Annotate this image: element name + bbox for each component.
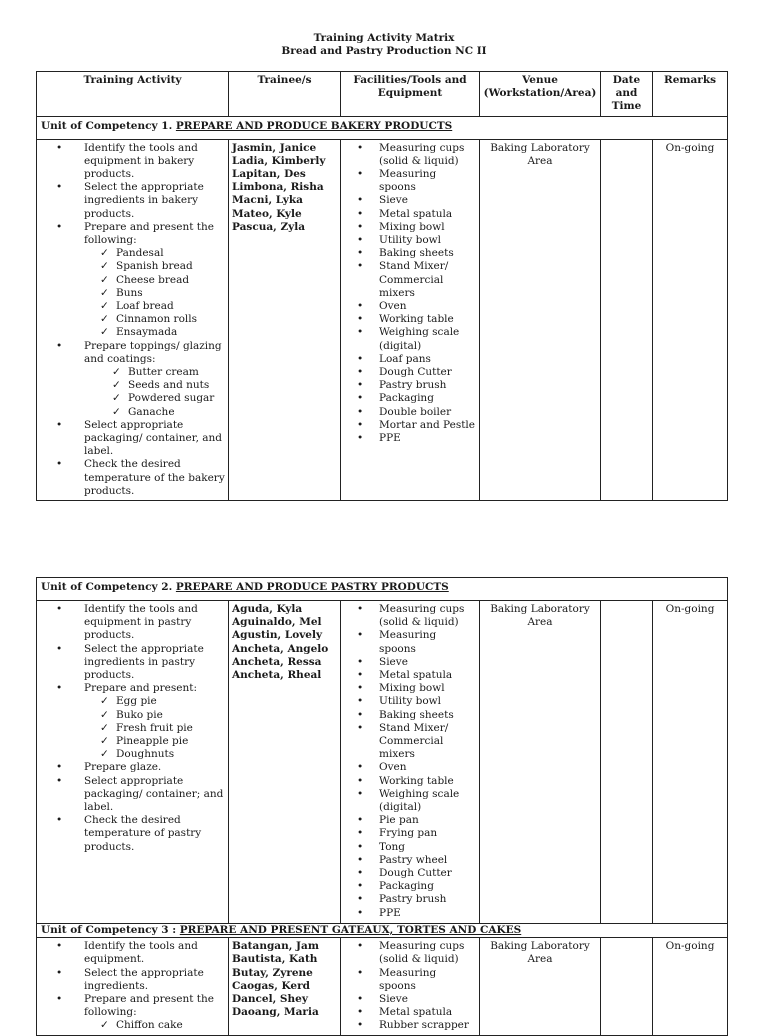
- trainee-name: Caogas, Kerd: [232, 979, 310, 992]
- unit-3-title: PREPARE AND PRESENT GATEAUX, TORTES AND CAKES: [179, 924, 522, 936]
- tool-item: • Measuring spoons: [379, 168, 476, 194]
- activity-item: • Select the appropriate ingredients in pastry products.: [84, 643, 225, 683]
- tool-item: • Packaging: [379, 392, 476, 405]
- unit-3-prefix: Unit of Competency 3 :: [41, 924, 180, 936]
- trainee-name: Lapitan, Des: [232, 168, 306, 181]
- tool-item: • Tong: [379, 841, 476, 854]
- tool-item: • Measuring spoons: [379, 629, 476, 655]
- tool-item: • Pastry wheel: [379, 854, 476, 867]
- check-item: ✓ Pandesal: [116, 247, 225, 260]
- unit-1-trainees: [229, 139, 341, 500]
- unit-1-activities: [37, 139, 229, 500]
- tool-item: • Utility bowl: [379, 695, 476, 708]
- check-item: ✓ Doughnuts: [116, 748, 225, 761]
- check-item: ✓ Chiffon cake: [116, 1019, 225, 1032]
- tool-item: • Packaging: [379, 880, 476, 893]
- tool-item: • Metal spatula: [379, 208, 476, 221]
- tool-item: • Measuring cups (solid & liquid): [379, 142, 476, 168]
- unit-2-trainees: [229, 601, 341, 924]
- unit-2-content-row: [37, 601, 728, 924]
- unit-3-heading-row: [37, 924, 728, 938]
- tool-item: • Weighing scale (digital): [379, 326, 476, 352]
- col-date-time: Date and Time: [601, 72, 653, 117]
- trainee-name: Ladia, Kimberly: [232, 154, 326, 167]
- trainee-name: Jasmin, Janice: [232, 141, 317, 154]
- tool-item: • Stand Mixer/ Commercial mixers: [379, 260, 476, 300]
- unit-2-title: PREPARE AND PRODUCE PASTRY PRODUCTS: [175, 581, 449, 593]
- check-item: ✓ Pineapple pie: [116, 735, 225, 748]
- doc-title: Training Activity Matrix: [313, 32, 455, 44]
- trainee-name: Ancheta, Ressa: [232, 655, 322, 668]
- activity-item: • Select the appropriate ingredients.: [84, 967, 225, 993]
- unit-3-tools: [341, 938, 480, 1035]
- tool-item: • Mortar and Pestle: [379, 419, 476, 432]
- tool-item: • Baking sheets: [379, 247, 476, 260]
- tool-item: • Utility bowl: [379, 234, 476, 247]
- unit-1-date: [601, 139, 653, 500]
- tool-item: • Measuring cups (solid & liquid): [379, 603, 476, 629]
- tool-item: • Measuring spoons: [379, 967, 476, 993]
- header-row: [37, 72, 728, 117]
- activity-item: • Prepare and present the following: ✓ Chiffon cake: [84, 993, 225, 1033]
- tool-item: • Dough Cutter: [379, 366, 476, 379]
- tool-item: • Pastry brush: [379, 379, 476, 392]
- doc-subtitle: Bread and Pastry Production NC II: [281, 45, 487, 57]
- tool-item: • Mixing bowl: [379, 221, 476, 234]
- unit-2-heading-row: [37, 578, 728, 601]
- activity-item: • Check the desired temperature of pastry products.: [84, 814, 225, 854]
- tool-item: • Double boiler: [379, 406, 476, 419]
- trainee-name: Ancheta, Rheal: [232, 669, 322, 682]
- check-item: ✓ Buko pie: [116, 709, 225, 722]
- trainee-name: Butay, Zyrene: [232, 966, 313, 979]
- check-item: ✓ Buns: [116, 287, 225, 300]
- activity-matrix-table-1: [36, 71, 728, 501]
- unit-1-venue: Baking Laboratory Area: [480, 139, 601, 500]
- trainee-name: Limbona, Risha: [232, 181, 324, 194]
- unit-1-tools: [341, 139, 480, 500]
- tool-item: • Frying pan: [379, 827, 476, 840]
- tool-item: • Oven: [379, 300, 476, 313]
- tool-item: • Baking sheets: [379, 709, 476, 722]
- tool-item: • Sieve: [379, 194, 476, 207]
- tool-item: • Metal spatula: [379, 1006, 476, 1019]
- trainee-name: Bautista, Kath: [232, 953, 318, 966]
- activity-item: • Select the appropriate ingredients in bakery products.: [84, 181, 225, 221]
- check-item: ✓ Fresh fruit pie: [116, 722, 225, 735]
- tool-item: • Rubber scrapper: [379, 1019, 476, 1032]
- check-item: ✓ Seeds and nuts: [128, 379, 225, 392]
- activity-item: • Check the desired temperature of the bakery products.: [84, 458, 225, 498]
- unit-2-date: [601, 601, 653, 924]
- col-trainees: Trainee/s: [229, 72, 341, 117]
- check-item: ✓ Spanish bread: [116, 260, 225, 273]
- check-item: ✓ Cinnamon rolls: [116, 313, 225, 326]
- unit-2-activities: [37, 601, 229, 924]
- unit-3-trainees: [229, 938, 341, 1035]
- tool-item: • Mixing bowl: [379, 682, 476, 695]
- tool-item: • Working table: [379, 775, 476, 788]
- tool-item: • Metal spatula: [379, 669, 476, 682]
- tool-item: • Loaf pans: [379, 353, 476, 366]
- activity-matrix-table-2: [36, 577, 728, 1036]
- unit-1-remarks: On-going: [653, 139, 728, 500]
- col-training-activity: Training Activity: [37, 72, 229, 117]
- unit-2-tools: [341, 601, 480, 924]
- tool-item: • Sieve: [379, 656, 476, 669]
- tool-item: • Oven: [379, 761, 476, 774]
- unit-2-venue: Baking Laboratory Area: [480, 601, 601, 924]
- unit-1-heading-row: [37, 116, 728, 139]
- trainee-name: Agustin, Lovely: [232, 629, 323, 642]
- check-item: ✓ Butter cream: [128, 366, 225, 379]
- unit-3-activities: [37, 938, 229, 1035]
- activity-item: • Select appropriate packaging/ container, and label.: [84, 419, 225, 459]
- unit-3-content-row: [37, 938, 728, 1035]
- unit-3-date: [601, 938, 653, 1035]
- col-facilities: Facilities/Tools and Equipment: [341, 72, 480, 117]
- tool-item: • Working table: [379, 313, 476, 326]
- unit-3-venue: Baking Laboratory Area: [480, 938, 601, 1035]
- check-item: ✓ Ensaymada: [116, 326, 225, 339]
- check-item: ✓ Egg pie: [116, 695, 225, 708]
- tool-item: • Pie pan: [379, 814, 476, 827]
- col-venue: Venue (Workstation/Area): [480, 72, 601, 117]
- unit-3-remarks: On-going: [653, 938, 728, 1035]
- tool-item: • Weighing scale (digital): [379, 788, 476, 814]
- trainee-name: Aguinaldo, Mel: [232, 616, 322, 629]
- unit-1-prefix: Unit of Competency 1.: [41, 119, 176, 132]
- activity-item: • Identify the tools and equipment in bakery products.: [84, 142, 225, 182]
- activity-item: • Prepare toppings/ glazing and coatings: ✓ Butter cream ✓ Seeds and nuts ✓ Powdered sugar ✓ Ganache: [84, 340, 225, 419]
- trainee-name: Dancel, Shey: [232, 993, 308, 1006]
- tool-item: • PPE: [379, 432, 476, 445]
- tool-item: • Measuring cups (solid & liquid): [379, 940, 476, 966]
- activity-item: • Prepare and present: ✓ Egg pie ✓ Buko pie ✓ Fresh fruit pie ✓ Pineapple pie ✓ Doughnuts: [84, 682, 225, 761]
- check-item: ✓ Powdered sugar: [128, 392, 225, 405]
- check-item: ✓ Loaf bread: [116, 300, 225, 313]
- activity-item: • Identify the tools and equipment in pastry products.: [84, 603, 225, 643]
- tool-item: • Dough Cutter: [379, 867, 476, 880]
- unit-1-content-row: [37, 139, 728, 500]
- tool-item: • Pastry brush: [379, 893, 476, 906]
- trainee-name: Pascua, Zyla: [232, 220, 306, 233]
- tool-item: • Sieve: [379, 993, 476, 1006]
- tool-item: • PPE: [379, 907, 476, 920]
- trainee-name: Aguda, Kyla: [232, 603, 303, 615]
- activity-item: • Select appropriate packaging/ container; and label.: [84, 775, 225, 815]
- trainee-name: Ancheta, Angelo: [232, 642, 329, 655]
- check-item: ✓ Cheese bread: [116, 274, 225, 287]
- check-item: ✓ Ganache: [128, 406, 225, 419]
- unit-1-title: PREPARE AND PRODUCE BAKERY PRODUCTS: [175, 119, 453, 132]
- unit-2-remarks: On-going: [653, 601, 728, 924]
- unit-2-prefix: Unit of Competency 2.: [41, 581, 176, 593]
- tool-item: • Stand Mixer/ Commercial mixers: [379, 722, 476, 762]
- trainee-name: Mateo, Kyle: [232, 207, 302, 220]
- trainee-name: Macni, Lyka: [232, 194, 303, 207]
- col-remarks: Remarks: [653, 72, 728, 117]
- trainee-name: Daoang, Maria: [232, 1006, 319, 1019]
- activity-item: • Prepare and present the following: ✓ Pandesal ✓ Spanish bread ✓ Cheese bread ✓ Buns ✓ Loaf bread ✓ Cinnamon rolls ✓ Ensaymada: [84, 221, 225, 340]
- activity-item: • Prepare glaze.: [84, 761, 225, 774]
- activity-item: • Identify the tools and equipment.: [84, 940, 225, 966]
- trainee-name: Batangan, Jam: [232, 940, 319, 953]
